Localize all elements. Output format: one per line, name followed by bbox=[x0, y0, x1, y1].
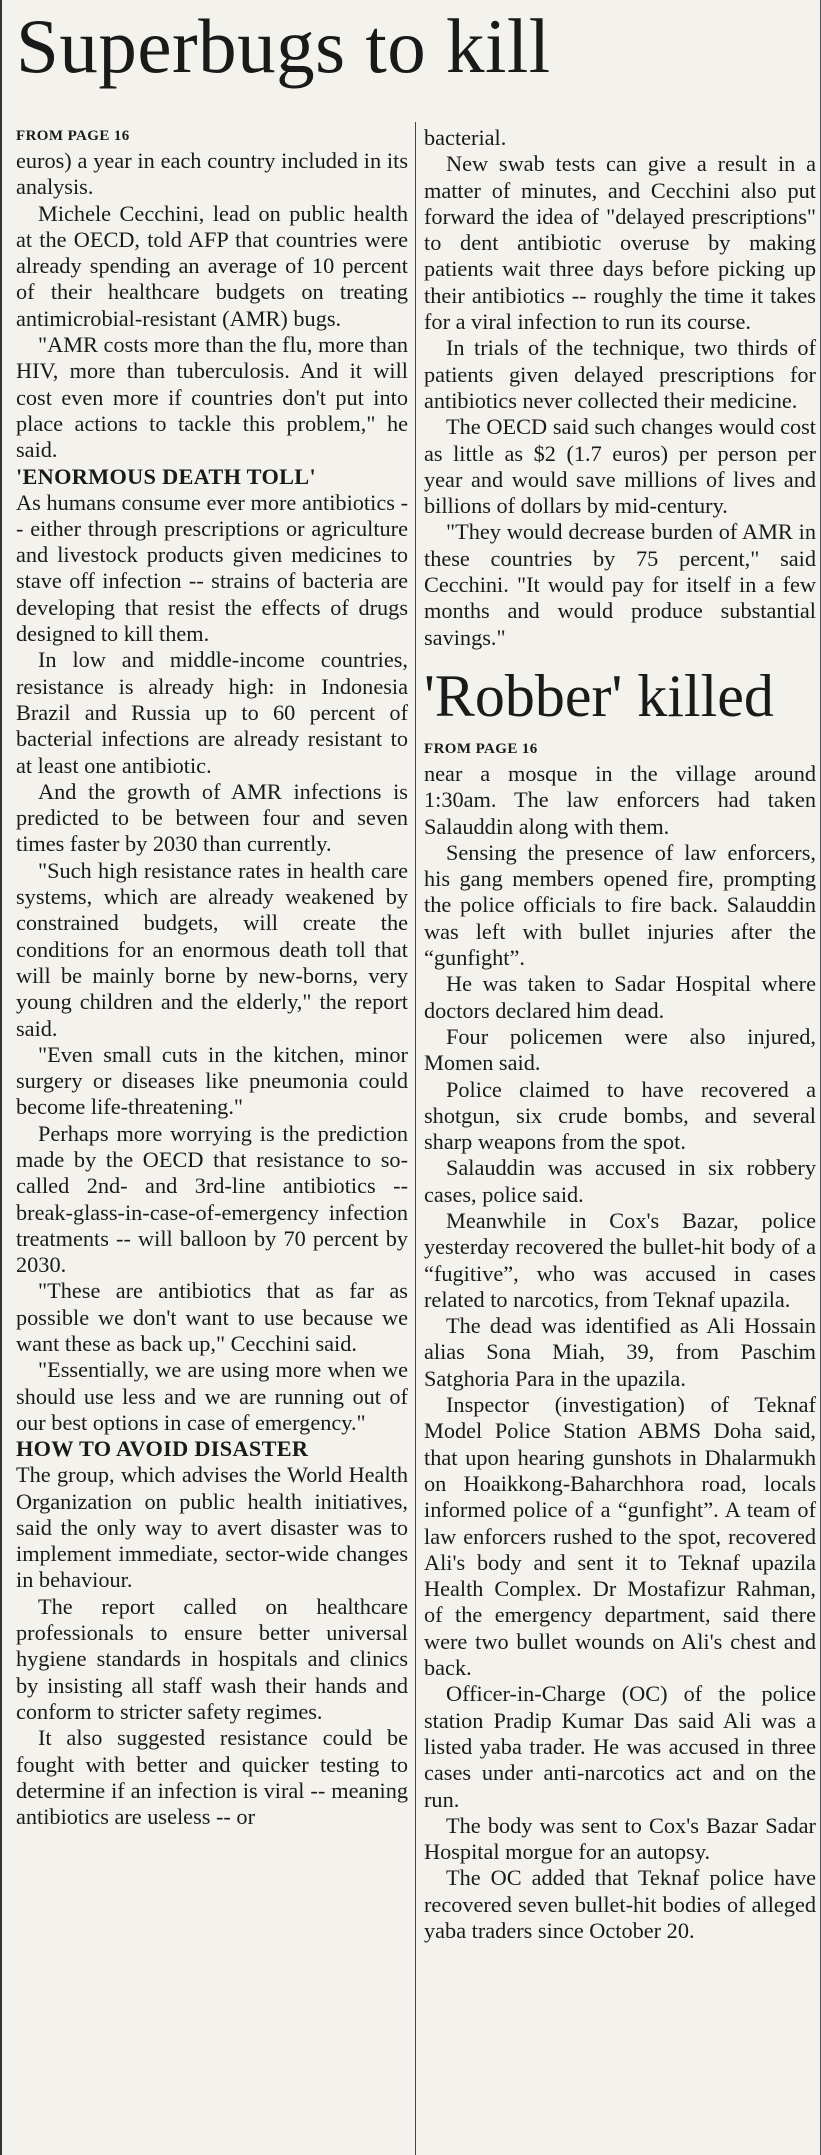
paragraph: New swab tests can give a result in a matter of minutes, and Cecchini also put forward the idea of "delayed prescriptions" to dent antibiotic overuse by making patients wait three days before picking up their antibiotics -- roughly the time it takes for a viral infection to run its course. bbox=[424, 151, 816, 335]
article-headline-superbugs: Superbugs to kill bbox=[16, 3, 551, 89]
paragraph: bacterial. bbox=[424, 125, 507, 150]
paragraph: Officer-in-Charge (OC) of the police station Pradip Kumar Das said Ali was a listed yaba trader. He was accused in three cases under anti-narcotics act and on the run. bbox=[424, 1681, 816, 1812]
paragraph: As humans consume ever more antibiotics -- either through prescriptions or agriculture and livestock products given medicines to stave off infection -- strains of bacteria are developing that resist the effects of drugs designed to kill them. bbox=[16, 489, 408, 647]
paragraph: "Such high resistance rates in health care systems, which are already weakened by constrained budgets, will create the conditions for an enormous death toll that will be mainly borne by new-borns, very young children and the elderly," the report said. bbox=[16, 857, 408, 1041]
paragraph: near a mosque in the village around 1:30am. The law enforcers had taken Salauddin along with them. bbox=[424, 760, 816, 839]
paragraph: Perhaps more worrying is the prediction made by the OECD that resistance to so-called 2nd- and 3rd-line antibiotics -- break-glass-in-case-of-emergency infection treatments -- will balloon by 70 percent by 2030. bbox=[16, 1120, 408, 1278]
from-page-label: FROM PAGE 16 bbox=[16, 128, 130, 144]
paragraph: "They would decrease burden of AMR in these countries by 75 percent," said Cecchini. "It would pay for itself in a few months and would produce substantial savings." bbox=[424, 519, 816, 650]
paragraph: Police claimed to have recovered a shotgun, six crude bombs, and several sharp weapons from the spot. bbox=[424, 1076, 816, 1155]
paragraph: Four policemen were also injured, Momen said. bbox=[424, 1023, 816, 1076]
subhead-avoid-disaster: HOW TO AVOID DISASTER bbox=[16, 1436, 309, 1462]
paragraph: The OECD said such changes would cost as little as $2 (1.7 euros) per person per year and would save millions of lives and billions of dollars by mid-century. bbox=[424, 414, 816, 519]
paragraph: Inspector (investigation) of Teknaf Model Police Station ABMS Doha said, that upon hearing gunshots in Dhalarmukh on Hoaikkong-Baharchhora road, locals informed police of a “gunfight”. A team of law enforcers rushed to the spot, recovered Ali's body and sent it to Teknaf upazila Health Complex. Dr Mostafizur Rahman, of the emergency department, said there were two bullet wounds on Ali's chest and back. bbox=[424, 1392, 816, 1681]
paragraph: It also suggested resistance could be fought with better and quicker testing to determine if an infection is viral -- meaning antibiotics are useless -- or bbox=[16, 1725, 408, 1830]
paragraph: Salauddin was accused in six robbery cases, police said. bbox=[424, 1155, 816, 1207]
paragraph: "These are antibiotics that as far as possible we don't want to use because we want these as back up," Cecchini said. bbox=[16, 1278, 408, 1357]
paragraph: In trials of the technique, two thirds of patients given delayed prescriptions for antibiotics never collected their medicine. bbox=[424, 335, 816, 413]
paragraph: Meanwhile in Cox's Bazar, police yesterday recovered the bullet-hit body of a “fugitive”, who was accused in cases related to narcotics, from Teknaf upazila. bbox=[424, 1207, 816, 1312]
paragraph: Michele Cecchini, lead on public health at the OECD, told AFP that countries were already spending an average of 10 percent of their healthcare budgets on treating antimicrobial-resistant (AMR) bugs. bbox=[16, 200, 408, 331]
paragraph: The report called on healthcare professionals to ensure better universal hygiene standards in hospitals and clinics by insisting all staff wash their hands and conform to stricter safety regimes. bbox=[16, 1593, 408, 1724]
from-page-label: FROM PAGE 16 bbox=[424, 740, 538, 757]
paragraph: The body was sent to Cox's Bazar Sadar Hospital morgue for an autopsy. bbox=[424, 1812, 816, 1865]
paragraph: "Essentially, we are using more when we should use less and we are running out of our best options in case of emergency." bbox=[16, 1357, 408, 1435]
paragraph: The dead was identified as Ali Hossain alias Sona Miah, 39, from Paschim Satghoria Para in the upazila. bbox=[424, 1313, 816, 1391]
paragraph: "Even small cuts in the kitchen, minor surgery or diseases like pneumonia could become life-threatening." bbox=[16, 1041, 408, 1120]
subhead-death-toll: 'ENORMOUS DEATH TOLL' bbox=[16, 463, 316, 489]
column-divider bbox=[415, 122, 416, 2155]
paragraph: The group, which advises the World Health Organization on public health initiatives, said the only way to avert disaster was to implement immediate, sector-wide changes in behaviour. bbox=[16, 1462, 408, 1593]
paragraph: He was taken to Sadar Hospital where doctors declared him dead. bbox=[424, 971, 816, 1023]
paragraph: euros) a year in each country included in its analysis. bbox=[16, 148, 408, 200]
left-column bbox=[16, 126, 408, 1830]
right-column bbox=[424, 125, 816, 1944]
article-headline-robber: 'Robber' killed bbox=[424, 662, 774, 729]
paragraph: "AMR costs more than the flu, more than HIV, more than tuberculosis. And it will cost even more if countries don't put into place actions to tackle this problem," he said. bbox=[16, 332, 408, 463]
paragraph: The OC added that Teknaf police have recovered seven bullet-hit bodies of alleged yaba traders since October 20. bbox=[424, 1865, 816, 1943]
paragraph: In low and middle-income countries, resistance is already high: in Indonesia Brazil and Russia up to 60 percent of bacterial infections are already resistant to at least one antibiotic. bbox=[16, 647, 408, 778]
paragraph: Sensing the presence of law enforcers, his gang members opened fire, prompting the police officials to fire back. Salauddin was left with bullet injuries after the “gunfight”. bbox=[424, 839, 816, 971]
paragraph: And the growth of AMR infections is predicted to be between four and seven times faster by 2030 than currently. bbox=[16, 778, 408, 857]
